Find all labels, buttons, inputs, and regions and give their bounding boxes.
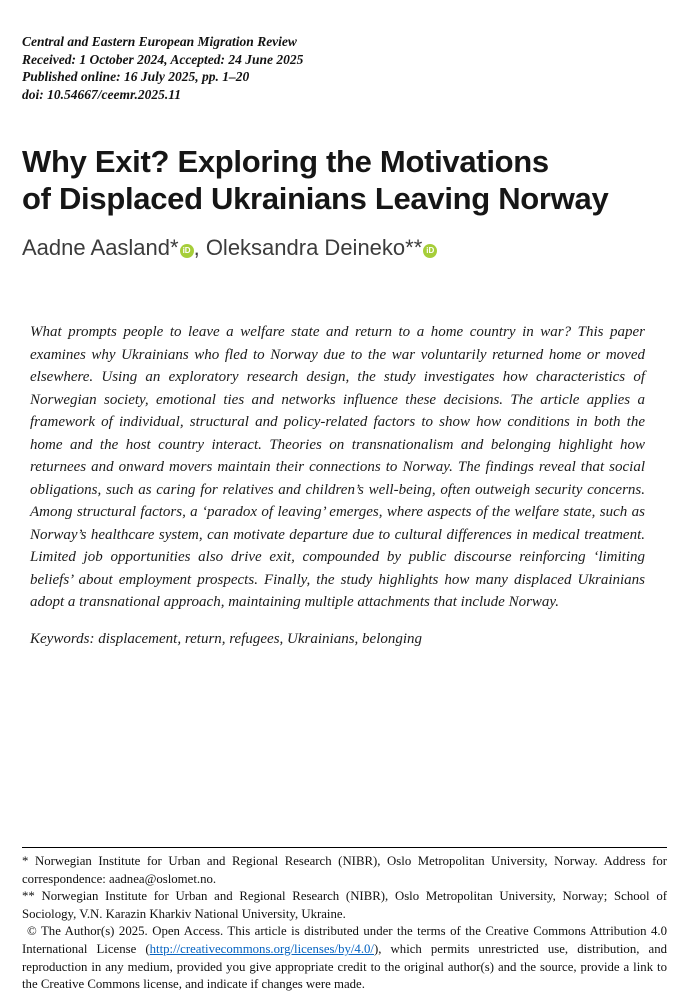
orcid-icon[interactable]: iD (423, 244, 437, 258)
page-content (22, 0, 667, 650)
journal-header (22, 33, 667, 103)
received-accepted-line: Received: 1 October 2024, Accepted: 24 June 2025 (22, 51, 304, 67)
published-online-line: Published online: 16 July 2025, pp. 1–20 (22, 69, 250, 84)
author-name-2: Oleksandra Deineko** (205, 235, 423, 260)
author-line (22, 233, 667, 263)
abstract-paragraph: What prompts people to leave a welfare state and return to a home country in war? This paper examines why Ukrainians who fled to Norway due to the war voluntarily returned home or moved elsewhere. Using an exploratory research design, the study investigates how characteristics of Norwegian society, emotional ties and networks influence these decisions. The article applies a framework of individual, structural and policy-related factors to show how conditions in both the home and the host country interact. Theories on transnationalism and belonging highlight how returnees and onward movers maintain their connections to Norway. The findings reveal that social obligations, such as caring for relatives and children’s well-being, often outweigh security concerns. Among structural factors, a ‘paradox of leaving’ emerges, where aspects of the welfare state, such as Norway’s healthcare system, can motivate departure due to cultural differences in medical treatment. Limited job opportunities also drive exit, compounded by public discourse reinforcing ‘limiting beliefs’ about employment prospects. Finally, the study highlights how many displaced Ukrainians adopt a transnational approach, maintaining multiple attachments that include Norway. (30, 324, 645, 610)
title-line-1: Why Exit? Exploring the Motivations (22, 144, 549, 179)
footnotes-section (22, 847, 667, 994)
page-title (22, 143, 667, 217)
author-name-1: Aadne Aasland* (22, 235, 179, 260)
doi-line: doi: 10.54667/ceemr.2025.11 (22, 86, 181, 102)
license-text-after: ), which permits unrestricted use, distribution, and reproduction in any medium, provided you give appropriate credit to the original author(s) and the source, provide a link to the Creative Commons license, and indicate if changes were made. (22, 941, 667, 992)
author-separator: , (193, 235, 206, 260)
affiliation-footnote-2: ** Norwegian Institute for Urban and Regional Research (NIBR), Oslo Metropolitan University, Norway; School of Sociology, V.N. Karazin Kharkiv National University, Ukraine. (22, 889, 667, 921)
affiliation-footnote-1: * Norwegian Institute for Urban and Regional Research (NIBR), Oslo Metropolitan University, Norway. Address for correspondence: aadnea@oslomet.no. (22, 854, 667, 886)
license-paragraph (22, 923, 667, 993)
orcid-icon[interactable]: iD (180, 244, 194, 258)
keywords-line: Keywords: displacement, return, refugees, Ukrainians, belonging (30, 630, 423, 647)
creative-commons-link[interactable]: http://creativecommons.org/licenses/by/4.0/ (149, 941, 374, 956)
journal-name: Central and Eastern European Migration Review (22, 34, 297, 49)
title-line-2: of Displaced Ukrainians Leaving Norway (22, 181, 609, 216)
license-text-before: © The Author(s) 2025. Open Access. This article is distributed under the terms of the Creative Commons Attribution 4.0 International License ( (22, 924, 667, 956)
